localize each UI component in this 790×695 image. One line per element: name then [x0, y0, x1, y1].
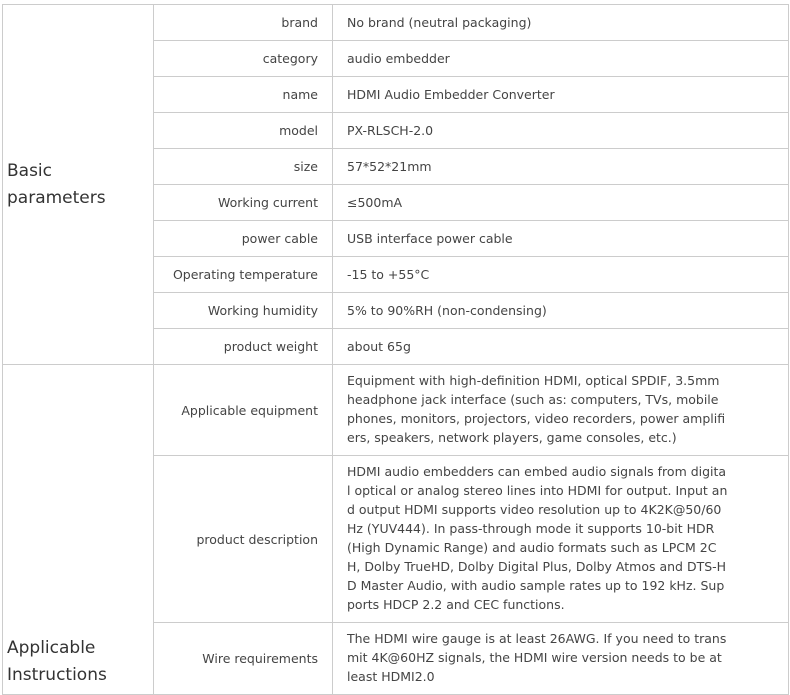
spec-value: USB interface power cable — [333, 221, 789, 257]
spec-key: Working humidity — [154, 293, 333, 329]
group-label-applicable — [3, 365, 154, 695]
spec-key: product description — [154, 456, 333, 623]
spec-key: Wire requirements — [154, 623, 333, 695]
group-title: Applicable Instructions — [7, 638, 107, 685]
spec-key: category — [154, 41, 333, 77]
spec-key: size — [154, 149, 333, 185]
spec-key: Operating temperature — [154, 257, 333, 293]
spec-key: name — [154, 77, 333, 113]
spec-table — [2, 4, 789, 695]
spec-key: product weight — [154, 329, 333, 365]
spec-value: ≤500mA — [333, 185, 789, 221]
spec-value: -15 to +55°C — [333, 257, 789, 293]
spec-value: audio embedder — [333, 41, 789, 77]
spec-value: No brand (neutral packaging) — [333, 5, 789, 41]
spec-value: about 65g — [333, 329, 789, 365]
spec-row — [3, 5, 789, 41]
spec-key: Working current — [154, 185, 333, 221]
spec-key: Applicable equipment — [154, 365, 333, 456]
spec-value: HDMI Audio Embedder Converter — [333, 77, 789, 113]
spec-key: model — [154, 113, 333, 149]
spec-value: HDMI audio embedders can embed audio signals from digital optical or analog stereo lines into HDMI for output. Input and output HDMI supports video resolution up to 4K2K@50/60Hz (YUV444). In pass-through mode it supports 10-bit HDR (High Dynamic Range) and audio formats such as LPCM 2CH, Dolby TrueHD, Dolby Digital Plus, Dolby Atmos and DTS-HD Master Audio, with audio sample rates up to 192 kHz. Supports HDCP 2.2 and CEC functions. — [333, 456, 789, 623]
spec-value: The HDMI wire gauge is at least 26AWG. If you need to transmit 4K@60HZ signals, the HDMI wire version needs to be at least HDMI2.0 — [333, 623, 789, 695]
spec-value: 57*52*21mm — [333, 149, 789, 185]
spec-value: 5% to 90%RH (non-condensing) — [333, 293, 789, 329]
spec-value: Equipment with high-definition HDMI, optical SPDIF, 3.5mm headphone jack interface (such as: computers, TVs, mobile phones, monitors, projectors, video recorders, power amplifiers, speakers, network players, game consoles, etc.) — [333, 365, 789, 456]
group-label-basic: Basic parameters — [3, 5, 154, 365]
spec-row — [3, 365, 789, 456]
spec-key: power cable — [154, 221, 333, 257]
spec-key: brand — [154, 5, 333, 41]
spec-value: PX-RLSCH-2.0 — [333, 113, 789, 149]
